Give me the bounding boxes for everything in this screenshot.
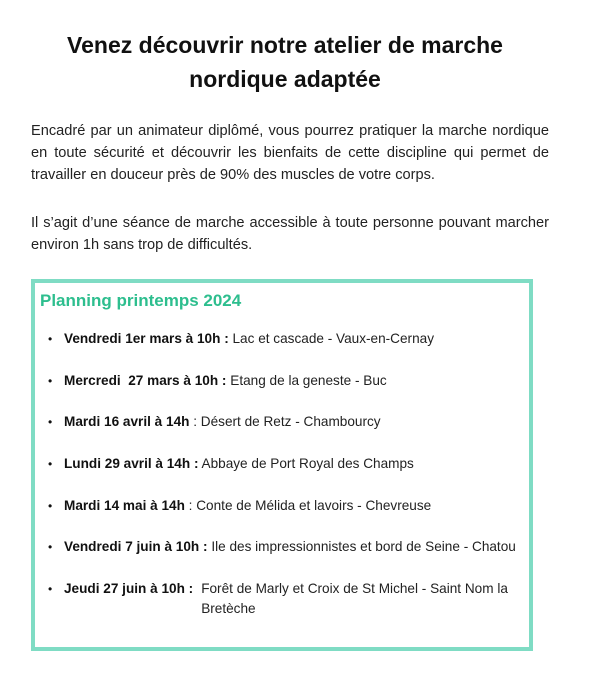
bullet-icon: • (48, 457, 53, 471)
planning-box (31, 279, 533, 651)
bullet-icon: • (48, 540, 53, 554)
list-item (48, 412, 526, 432)
page-title: Venez découvrir notre atelier de marche nordique adaptée (67, 32, 503, 92)
bullet-icon: • (48, 415, 53, 429)
list-item (48, 454, 526, 474)
bullet-icon: • (48, 332, 53, 346)
event-place: Lac et cascade - Vaux-en-Cernay (232, 331, 434, 346)
list-item (48, 579, 526, 619)
event-place: Ile des impressionnistes et bord de Seine - Chatou (211, 539, 516, 554)
accessibility-paragraph: Il s’agit d’une séance de marche accessible à toute personne pouvant marcher environ 1h sans trop de difficultés. (31, 215, 549, 253)
event-date: Mercredi 27 mars à 10h : (64, 373, 227, 388)
event-date: Vendredi 1er mars à 10h : (64, 331, 229, 346)
event-date: Mardi 16 avril à 14h (64, 414, 190, 429)
event-date: Vendredi 7 juin à 10h : (64, 539, 208, 554)
bullet-icon: • (48, 499, 53, 513)
event-place: Forêt de Marly et Croix de St Michel - Saint Nom la Bretèche (201, 581, 508, 616)
bullet-icon: • (48, 374, 53, 388)
event-place: Abbaye de Port Royal des Champs (201, 456, 414, 471)
intro-paragraph: Encadré par un animateur diplômé, vous pourrez pratiquer la marche nordique en toute sécurité et découvrir les bienfaits de cette discipline qui permet de travailler en douceur près de 90% des muscles de votre corps. (31, 123, 549, 183)
list-item (48, 371, 526, 391)
event-place: : Conte de Mélida et lavoirs - Chevreuse (188, 498, 432, 513)
event-place: Etang de la geneste - Buc (230, 373, 387, 388)
list-item (48, 329, 526, 349)
bullet-icon: • (48, 582, 53, 596)
planning-title: Planning printemps 2024 (40, 291, 242, 310)
event-place: : Désert de Retz - Chambourcy (193, 414, 381, 429)
event-date: Lundi 29 avril à 14h : (64, 456, 199, 471)
list-item (48, 537, 526, 557)
list-item (48, 496, 526, 516)
event-date: Mardi 14 mai à 14h (64, 498, 185, 513)
event-date: Jeudi 27 juin à 10h : (64, 581, 194, 596)
